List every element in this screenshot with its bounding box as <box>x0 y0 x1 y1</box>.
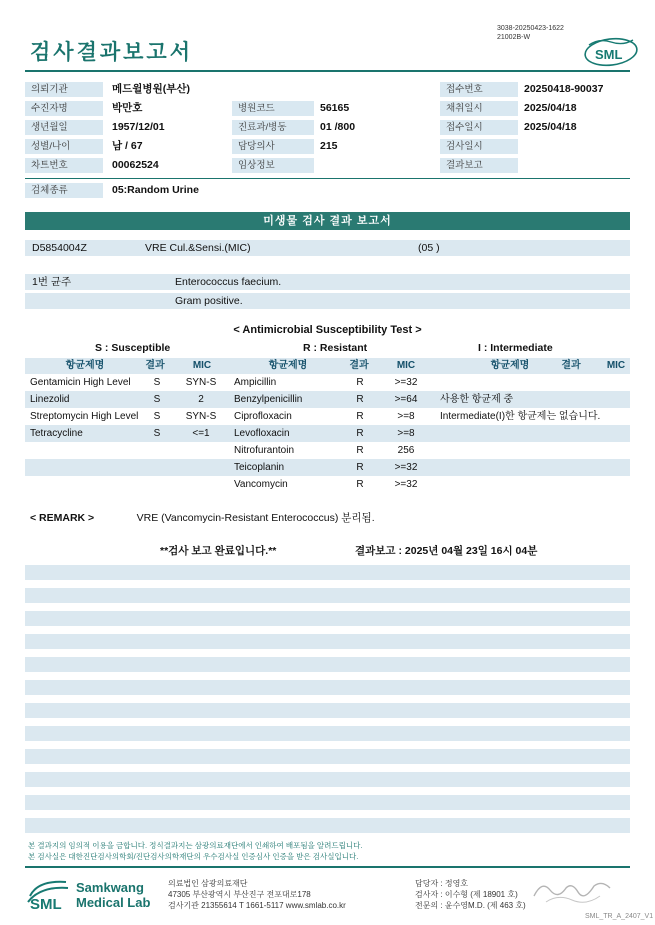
footer-logo-icon <box>26 876 70 917</box>
legend-resistant: R : Resistant <box>303 342 368 354</box>
ast-header-row <box>25 358 630 374</box>
report-datetime: 결과보고 : 2025년 04월 23일 16시 04분 <box>355 545 538 557</box>
ast-cell: R <box>356 411 364 422</box>
organism-name: Enterococcus faecium. <box>175 276 282 288</box>
isolate-label: 1번 균주 <box>32 276 72 288</box>
reference-number <box>497 24 564 42</box>
col-name-3: 항균제명 <box>490 360 530 371</box>
label-hosp-code: 병원코드 <box>232 101 314 116</box>
page-title: 검사결과보고서 <box>30 41 194 64</box>
footer-brand <box>76 880 150 910</box>
empty-stripe <box>25 565 630 580</box>
label-specimen: 검체종류 <box>25 183 103 198</box>
suscept-table-body <box>0 374 655 493</box>
ast-row <box>0 476 655 493</box>
value-collect: 2025/04/18 <box>524 102 577 114</box>
empty-stripe <box>25 611 630 626</box>
label-birth: 생년월일 <box>25 120 103 135</box>
ast-cell: Intermediate(I)한 항균제는 없습니다. <box>440 411 601 422</box>
value-doctor: 215 <box>320 140 338 152</box>
svg-text:SML: SML <box>595 47 623 62</box>
footer-contact: 검사기관 21355614 T 1661-5117 www.smlab.co.kr <box>168 901 346 910</box>
value-specimen: 05:Random Urine <box>112 184 199 196</box>
section-header-micro: 미생물 검사 결과 보고서 <box>25 212 630 230</box>
svg-text:SML: SML <box>30 896 62 912</box>
value-birth: 1957/12/01 <box>112 121 165 133</box>
col-result-3: 결과 <box>561 360 581 371</box>
col-result-2: 결과 <box>349 360 369 371</box>
value-hosp-code: 56165 <box>320 102 350 114</box>
ast-cell: >=32 <box>394 479 418 490</box>
label-clinical: 임상정보 <box>232 158 314 173</box>
ast-cell: <=1 <box>192 428 210 439</box>
ast-cell: >=32 <box>394 377 418 388</box>
ast-cell: Vancomycin <box>234 479 288 490</box>
value-dept: 01 /800 <box>320 121 356 133</box>
ast-cell: Teicoplanin <box>234 462 285 473</box>
empty-stripe <box>25 588 630 603</box>
brand-line2: Medical Lab <box>76 895 151 910</box>
remark-label: < REMARK > <box>30 512 95 524</box>
empty-stripe <box>25 795 630 810</box>
ast-cell: >=8 <box>397 411 415 422</box>
empty-stripe <box>25 703 630 718</box>
title-divider <box>25 70 630 72</box>
footer-examiner: 검사자 : 이수형 (제 18901 호) <box>415 890 518 899</box>
label-report: 결과보고 <box>440 158 518 173</box>
ast-row <box>0 391 655 408</box>
ast-cell: Nitrofurantoin <box>234 445 295 456</box>
ast-cell: 256 <box>397 445 415 456</box>
ast-cell: R <box>356 377 364 388</box>
ast-cell: 2 <box>198 394 204 405</box>
empty-stripe <box>25 680 630 695</box>
footer-org-name: 의료법인 삼광의료재단 <box>168 879 248 888</box>
ast-cell: S <box>153 394 161 405</box>
value-sex: 남 / 67 <box>112 140 143 152</box>
col-result-1: 결과 <box>145 360 165 371</box>
footer-address: 47305 부산광역시 부산진구 전포대로178 <box>168 890 311 899</box>
ref-line2: 21002B-W <box>497 34 531 41</box>
label-recv-no: 접수번호 <box>440 82 518 97</box>
footer-staff-block <box>415 878 526 911</box>
ast-cell: R <box>356 394 364 405</box>
ast-cell: SYN-S <box>185 411 217 422</box>
empty-stripe <box>25 657 630 672</box>
gram-stain: Gram positive. <box>175 295 243 307</box>
label-recv: 접수일시 <box>440 120 518 135</box>
info-divider <box>25 178 630 179</box>
ast-cell: Benzylpenicillin <box>234 394 303 405</box>
ast-cell: Gentamicin High Level <box>30 377 131 388</box>
col-mic-1: MIC <box>192 360 212 371</box>
result-row-gram <box>25 293 630 309</box>
value-recv-no: 20250418-90037 <box>524 83 604 95</box>
ast-cell: R <box>356 479 364 490</box>
empty-stripe <box>25 818 630 833</box>
label-dept: 진료과/병동 <box>232 120 314 135</box>
ast-cell: R <box>356 445 364 456</box>
ast-cell: Streptomycin High Level <box>30 411 139 422</box>
label-name: 수진자명 <box>25 101 103 116</box>
col-name-2: 항균제명 <box>268 360 308 371</box>
footer-notice-1: 본 결과지의 임의적 이용을 금합니다. 정식결과지는 삼광의료재단에서 인쇄하여 배포됨을 알려드립니다. <box>28 841 363 850</box>
footer-specialist: 전문의 : 윤수영M.D. (제 463 호) <box>415 901 526 910</box>
ast-cell: Ampicillin <box>234 377 277 388</box>
test-code: (05 ) <box>418 242 440 254</box>
col-mic-3: MIC <box>606 360 626 371</box>
footer-divider <box>25 866 630 868</box>
ast-row <box>0 442 655 459</box>
specimen-id: D5854004Z <box>32 242 87 254</box>
ast-row <box>0 374 655 391</box>
col-mic-2: MIC <box>396 360 416 371</box>
ast-cell: R <box>356 428 364 439</box>
result-row-organism <box>25 274 630 290</box>
value-name: 박만호 <box>112 102 143 114</box>
empty-stripe <box>25 772 630 787</box>
ast-cell: Tetracycline <box>30 428 83 439</box>
value-recv: 2025/04/18 <box>524 121 577 133</box>
legend-intermediate: I : Intermediate <box>478 342 553 354</box>
brand-line1: Samkwang <box>76 880 144 895</box>
col-name-1: 항균제명 <box>65 360 105 371</box>
sml-logo-icon <box>583 34 639 73</box>
ast-cell: >=64 <box>394 394 418 405</box>
signature-stamp <box>528 872 618 917</box>
footer-manager: 담당자 : 정영호 <box>415 879 469 888</box>
ast-cell: Ciprofloxacin <box>234 411 292 422</box>
empty-stripe <box>25 726 630 741</box>
remark-row <box>30 508 375 526</box>
ast-row <box>0 425 655 442</box>
ast-cell: Levofloxacin <box>234 428 290 439</box>
ast-row <box>0 459 655 476</box>
ast-row <box>0 408 655 425</box>
label-test-date: 검사일시 <box>440 139 518 154</box>
ast-cell: Linezolid <box>30 394 70 405</box>
label-sex: 성별/나이 <box>25 139 103 154</box>
remark-text: VRE (Vancomycin-Resistant Enterococcus) 분리됨. <box>136 512 375 524</box>
label-collect: 채취일시 <box>440 101 518 116</box>
empty-stripe <box>25 749 630 764</box>
completion-text: **검사 보고 완료입니다.** <box>160 545 277 557</box>
ast-cell: 사용한 항균제 중 <box>440 394 514 405</box>
ast-cell: S <box>153 411 161 422</box>
label-doctor: 담당의사 <box>232 139 314 154</box>
value-org: 메드윌병원(부산) <box>112 83 190 95</box>
ast-cell: >=8 <box>397 428 415 439</box>
empty-stripe <box>25 634 630 649</box>
result-row-test <box>25 240 630 256</box>
ast-cell: S <box>153 428 161 439</box>
ast-title: < Antimicrobial Susceptibility Test > <box>233 324 422 336</box>
label-chart: 차트번호 <box>25 158 103 173</box>
footer-org-block <box>168 878 346 911</box>
ref-line1: 3038-20250423-1622 <box>497 25 564 32</box>
label-org: 의뢰기관 <box>25 82 103 97</box>
test-name: VRE Cul.&Sensi.(MIC) <box>145 242 251 254</box>
ast-cell: R <box>356 462 364 473</box>
form-code: SML_TR_A_2407_V1 <box>585 913 654 920</box>
ast-cell: SYN-S <box>185 377 217 388</box>
ast-cell: S <box>153 377 161 388</box>
ast-cell: >=32 <box>394 462 418 473</box>
legend-susceptible: S : Susceptible <box>95 342 171 354</box>
value-chart: 00062524 <box>112 159 159 171</box>
footer-notice-2: 본 검사실은 대한진단검사의학회/진단검사의학재단의 우수검사실 인증심사 인증을 받은 검사실입니다. <box>28 852 359 861</box>
